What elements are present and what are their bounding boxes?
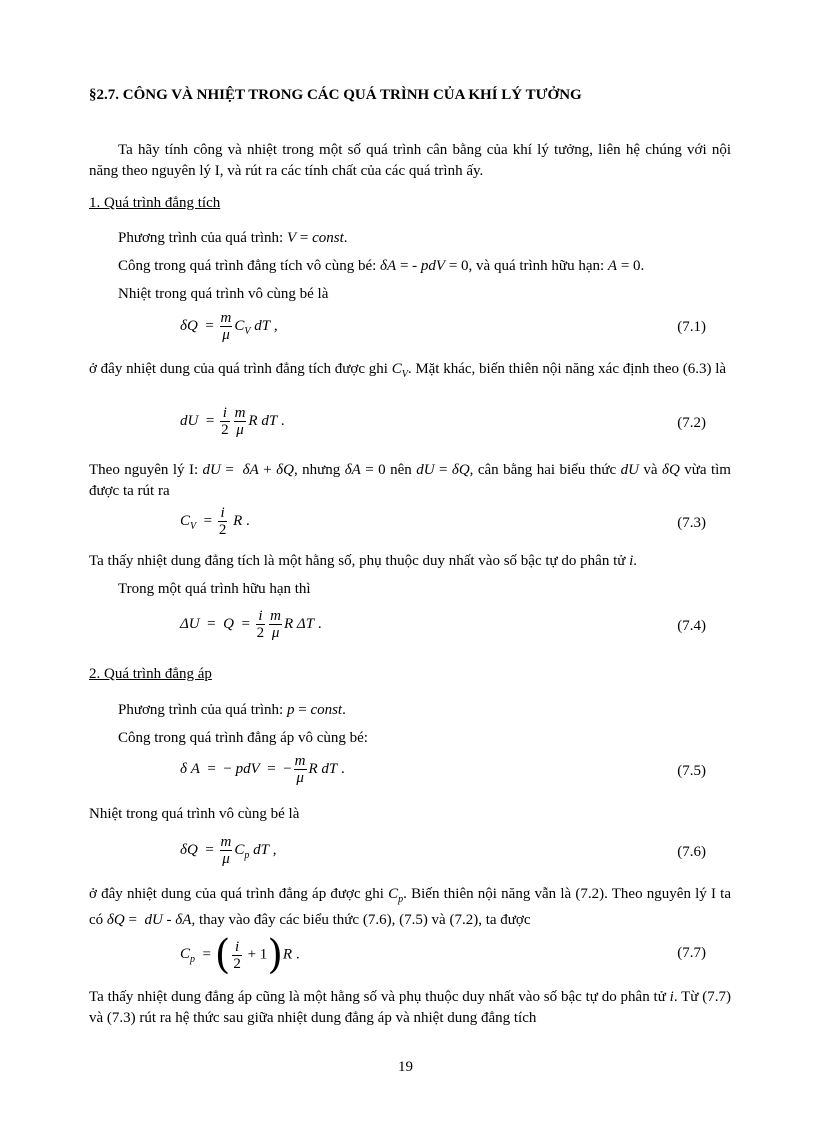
isobaric-heat-line: Nhiệt trong quá trình vô cùng bé là bbox=[89, 806, 300, 822]
finite-process-line: Trong một quá trình hữu hạn thì bbox=[118, 581, 311, 597]
isobaric-work-line: Công trong quá trình đẳng áp vô cùng bé: bbox=[118, 730, 368, 746]
equation-number-7-3: (7.3) bbox=[677, 515, 706, 531]
equation-7-3: $C_V$ = $\frac{i}{2}$ R . bbox=[180, 505, 250, 538]
isochoric-equation-line: Phương trình của quá trình: V = const. bbox=[118, 230, 348, 246]
equation-7-6: δQ = $\frac{m}{\mu}$ $C_p$ dT , bbox=[180, 834, 277, 867]
paragraph-cp-conclusion: Ta thấy nhiệt dung đẳng áp cũng là một hằng số và phụ thuộc duy nhất vào số bậc tự do phân tử i. Từ (7.7) và (7.3) rút ra hệ thức sau giữa nhiệt dung đẳng áp và nhiệt dung đẳng tích bbox=[89, 989, 731, 1026]
paragraph-cv-definition: ở đây nhiệt dung của quá trình đẳng tích được ghi $C_V$. Mặt khác, biến thiên nội năng xác định theo (6.3) là bbox=[89, 361, 727, 380]
equation-number-7-6: (7.6) bbox=[677, 844, 706, 860]
isochoric-heat-line: Nhiệt trong quá trình vô cùng bé là bbox=[118, 286, 329, 302]
equation-number-7-1: (7.1) bbox=[677, 319, 706, 335]
paragraph-cp-definition: ở đây nhiệt dung của quá trình đẳng áp được ghi $C_p$. Biến thiên nội năng vẫn là (7.2). Theo nguyên lý I ta có δQ = dU - δA, thay vào đây các biểu thức (7.6), (7.5) và (7.2), ta được bbox=[89, 886, 731, 928]
section-title: §2.7. CÔNG VÀ NHIỆT TRONG CÁC QUÁ TRÌNH CỦA KHÍ LÝ TƯỞNG bbox=[89, 87, 582, 103]
equation-7-1: δQ = $\frac{m}{\mu}$ $C_V$ dT , bbox=[180, 310, 278, 343]
page-number: 19 bbox=[398, 1059, 413, 1075]
equation-7-7: $C_p$ = ( $\frac{i}{2}$ + 1)R . bbox=[180, 932, 300, 978]
isobaric-equation-line: Phương trình của quá trình: p = const. bbox=[118, 702, 346, 718]
subsection-1-heading: 1. Quá trình đẳng tích bbox=[89, 195, 221, 211]
equation-7-2: dU = $\frac{i}{2}$ $\frac{m}{\mu}$ R dT . bbox=[180, 405, 285, 438]
equation-7-5: δ A = − pdV = − $\frac{m}{\mu}$ R dT . bbox=[180, 753, 345, 786]
cv-conclusion-line: Ta thấy nhiệt dung đẳng tích là một hằng số, phụ thuộc duy nhất vào số bậc tự do phân tử i. bbox=[89, 553, 638, 569]
subsection-2-heading: 2. Quá trình đẳng áp bbox=[89, 666, 212, 682]
equation-number-7-4: (7.4) bbox=[677, 618, 706, 634]
isochoric-work-line: Công trong quá trình đẳng tích vô cùng bé: δA = - pdV = 0, và quá trình hữu hạn: A = 0. bbox=[118, 258, 645, 274]
paragraph-first-law-isochoric: Theo nguyên lý I: dU = δA + δQ, nhưng δA = 0 nên dU = δQ, cân bằng hai biểu thức dU và δQ vừa tìm được ta rút ra bbox=[89, 462, 731, 499]
equation-number-7-7: (7.7) bbox=[677, 945, 706, 961]
equation-number-7-5: (7.5) bbox=[677, 763, 706, 779]
equation-number-7-2: (7.2) bbox=[677, 415, 706, 431]
intro-paragraph: Ta hãy tính công và nhiệt trong một số quá trình cân bằng của khí lý tưởng, liên hệ chúng với nội năng theo nguyên lý I, và rút ra các tính chất của các quá trình ấy. bbox=[89, 142, 731, 179]
equation-7-4: ΔU = Q = $\frac{i}{2}$ $\frac{m}{\mu}$ R ΔT . bbox=[180, 608, 322, 641]
